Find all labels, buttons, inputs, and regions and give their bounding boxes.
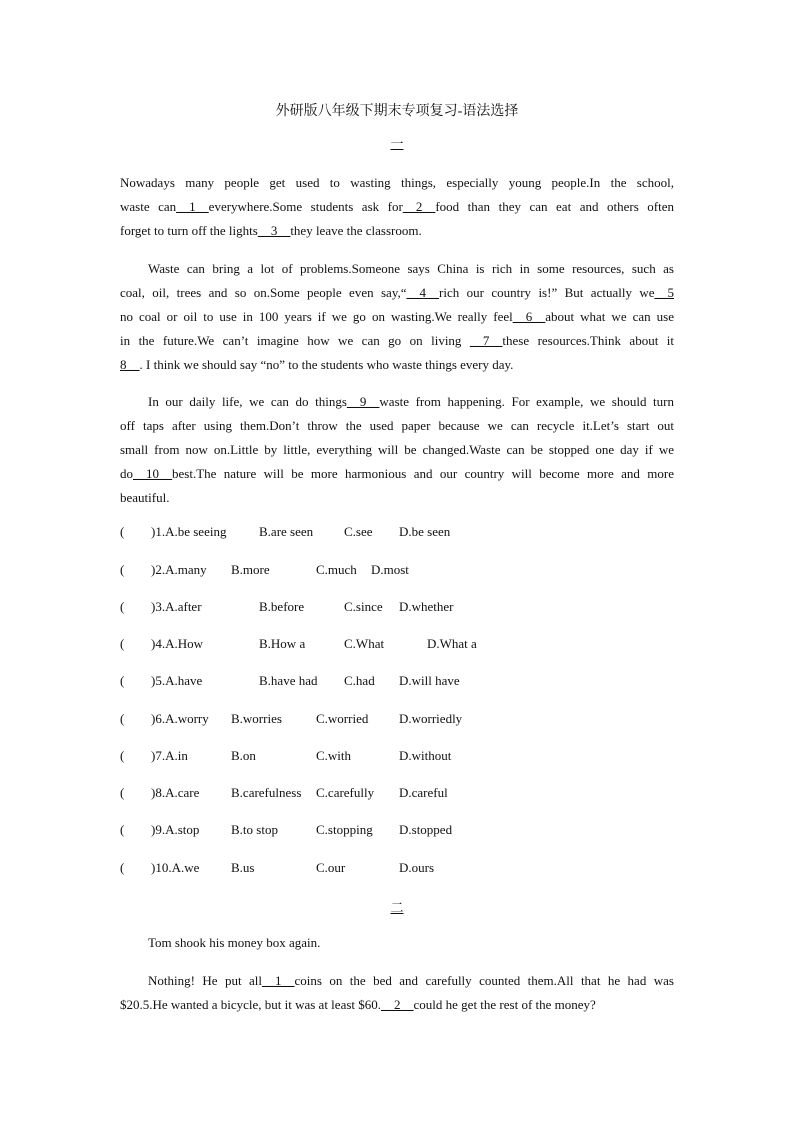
text-segment: beautiful. xyxy=(120,490,170,505)
text-line xyxy=(120,390,674,414)
answer-bracket[interactable]: ( xyxy=(120,860,125,875)
answer-bracket[interactable]: ( xyxy=(120,562,125,577)
text-line xyxy=(120,462,674,486)
option-a[interactable]: )5.A.have xyxy=(151,673,203,688)
option-a[interactable]: )10.A.we xyxy=(151,860,200,875)
answer-bracket[interactable]: ( xyxy=(120,822,125,837)
answer-blank[interactable]: __10__ xyxy=(133,466,172,481)
option-b[interactable]: B.are seen xyxy=(259,524,314,539)
text-segment: everywhere.Some students ask for xyxy=(208,199,403,214)
passage2-paragraph-1 xyxy=(120,931,674,955)
passage1-paragraph-1 xyxy=(120,171,674,243)
option-a[interactable]: )6.A.worry xyxy=(151,711,209,726)
question-row xyxy=(120,860,674,880)
answer-blank[interactable]: __1__ xyxy=(261,973,295,988)
passage1-paragraph-2 xyxy=(120,257,674,377)
option-d[interactable]: D.whether xyxy=(399,599,454,614)
option-c[interactable]: C.since xyxy=(344,599,383,614)
text-segment: Nowadays many people get used to wasting things, especially young people.In the school, xyxy=(120,175,674,190)
question-row xyxy=(120,524,674,544)
text-segment: Waste can bring a lot of problems.Someone says China is rich in some resources, such as xyxy=(148,261,674,276)
text-segment: do xyxy=(120,466,133,481)
text-line xyxy=(120,353,674,377)
question-row xyxy=(120,711,674,731)
answer-blank[interactable]: __4__ xyxy=(406,285,439,300)
option-c[interactable]: C.had xyxy=(344,673,375,688)
option-a[interactable]: )8.A.care xyxy=(151,785,200,800)
answer-blank[interactable]: __2__ xyxy=(381,997,414,1012)
answer-blank[interactable]: __6__ xyxy=(512,309,546,324)
text-line xyxy=(120,414,674,438)
option-c[interactable]: C.carefully xyxy=(316,785,375,800)
option-d[interactable]: D.What a xyxy=(427,636,477,651)
text-segment: no coal or oil to use in 100 years if we go on wasting.We really feel xyxy=(120,309,513,324)
option-b[interactable]: B.before xyxy=(259,599,305,614)
text-segment: rich our country is!” But actually we xyxy=(439,285,655,300)
answer-blank[interactable]: __1__ xyxy=(176,199,209,214)
text-segment: off taps after using them.Don’t throw the used paper because we can recycle it.Let’s start out xyxy=(120,418,674,433)
option-d[interactable]: D.stopped xyxy=(399,822,453,837)
answer-blank[interactable]: __3__ xyxy=(257,223,291,238)
section-2-heading xyxy=(0,897,794,916)
option-c[interactable]: C.worried xyxy=(316,711,369,726)
answer-blank[interactable]: __9__ xyxy=(346,394,380,409)
text-segment: Tom shook his money box again. xyxy=(148,935,321,950)
text-segment: these resources.Think about it xyxy=(502,333,674,348)
option-a[interactable]: )4.A.How xyxy=(151,636,203,651)
option-b[interactable]: B.more xyxy=(231,562,270,577)
option-a[interactable]: )3.A.after xyxy=(151,599,202,614)
option-b[interactable]: B.on xyxy=(231,748,256,763)
option-a[interactable]: )2.A.many xyxy=(151,562,207,577)
text-segment: coins on the bed and carefully counted them.All that he had was xyxy=(294,973,674,988)
option-b[interactable]: B.have had xyxy=(259,673,318,688)
text-segment: forget to turn off the lights xyxy=(120,223,258,238)
option-a[interactable]: )7.A.in xyxy=(151,748,188,763)
text-segment: could he get the rest of the money? xyxy=(413,997,596,1012)
option-c[interactable]: C.our xyxy=(316,860,346,875)
text-segment: . I think we should say “no” to the students who waste things every day. xyxy=(139,357,514,372)
text-line xyxy=(120,438,674,462)
text-segment: small from now on.Little by little, everything will be changed.Waste can be stopped one day if we xyxy=(120,442,674,457)
answer-bracket[interactable]: ( xyxy=(120,673,125,688)
question-row xyxy=(120,785,674,805)
option-d[interactable]: D.most xyxy=(371,562,409,577)
option-d[interactable]: D.ours xyxy=(399,860,435,875)
option-a[interactable]: )1.A.be seeing xyxy=(151,524,227,539)
answer-bracket[interactable]: ( xyxy=(120,636,125,651)
option-c[interactable]: C.much xyxy=(316,562,357,577)
text-segment: Nothing! He put all xyxy=(148,973,262,988)
question-row xyxy=(120,599,674,619)
text-line xyxy=(120,219,674,243)
question-row xyxy=(120,822,674,842)
section-1-heading xyxy=(0,133,794,152)
answer-blank[interactable]: __7__ xyxy=(469,333,503,348)
passage2-paragraph-2 xyxy=(120,969,674,1017)
answer-blank[interactable]: __5 xyxy=(654,285,674,300)
text-line xyxy=(120,195,674,219)
option-d[interactable]: D.worriedly xyxy=(399,711,463,726)
page-title: 外研版八年级下期末专项复习-语法选择 xyxy=(275,104,519,119)
question-row xyxy=(120,748,674,768)
text-line xyxy=(120,257,674,281)
answer-bracket[interactable]: ( xyxy=(120,711,125,726)
text-segment: waste from happening. For example, we should turn xyxy=(379,394,674,409)
answer-blank[interactable]: 8__ xyxy=(120,357,140,372)
text-segment: best.The nature will be more harmonious and our country will become more and more xyxy=(172,466,674,481)
option-d[interactable]: D.be seen xyxy=(399,524,451,539)
text-line xyxy=(120,969,674,993)
answer-bracket[interactable]: ( xyxy=(120,524,125,539)
option-c[interactable]: C.stopping xyxy=(316,822,373,837)
option-d[interactable]: D.will have xyxy=(399,673,460,688)
text-segment: food than they can eat and others often xyxy=(435,199,675,214)
text-line xyxy=(120,329,674,353)
option-b[interactable]: B.worries xyxy=(231,711,282,726)
option-b[interactable]: B.to stop xyxy=(231,822,278,837)
text-segment: waste can xyxy=(120,199,177,214)
answer-blank[interactable]: __2__ xyxy=(402,199,436,214)
passage1-paragraph-3 xyxy=(120,390,674,510)
question-row xyxy=(120,562,674,582)
option-c[interactable]: C.see xyxy=(344,524,373,539)
text-segment: they leave the classroom. xyxy=(290,223,422,238)
answer-bracket[interactable]: ( xyxy=(120,748,125,763)
text-segment: about what we can use xyxy=(545,309,674,324)
text-segment: in the future.We can’t imagine how we can go on living xyxy=(120,333,470,348)
section-2-mark: 二 xyxy=(390,900,404,915)
section-1-mark: 一 xyxy=(390,136,404,151)
option-c[interactable]: C.with xyxy=(316,748,352,763)
text-line xyxy=(120,931,674,955)
option-a[interactable]: )9.A.stop xyxy=(151,822,200,837)
answer-bracket[interactable]: ( xyxy=(120,785,125,800)
text-segment: coal, oil, trees and so on.Some people even say,“ xyxy=(120,285,407,300)
option-c[interactable]: C.What xyxy=(344,636,385,651)
option-b[interactable]: B.How a xyxy=(259,636,306,651)
question-row xyxy=(120,673,674,693)
text-line xyxy=(120,993,674,1017)
option-b[interactable]: B.carefulness xyxy=(231,785,302,800)
option-b[interactable]: B.us xyxy=(231,860,255,875)
option-d[interactable]: D.careful xyxy=(399,785,448,800)
text-line xyxy=(120,171,674,195)
question-row xyxy=(120,636,674,656)
text-line xyxy=(120,305,674,329)
text-line xyxy=(120,281,674,305)
text-line xyxy=(120,486,674,510)
text-segment: $20.5.He wanted a bicycle, but it was at least $60. xyxy=(120,997,382,1012)
option-d[interactable]: D.without xyxy=(399,748,452,763)
answer-bracket[interactable]: ( xyxy=(120,599,125,614)
text-segment: In our daily life, we can do things xyxy=(148,394,347,409)
